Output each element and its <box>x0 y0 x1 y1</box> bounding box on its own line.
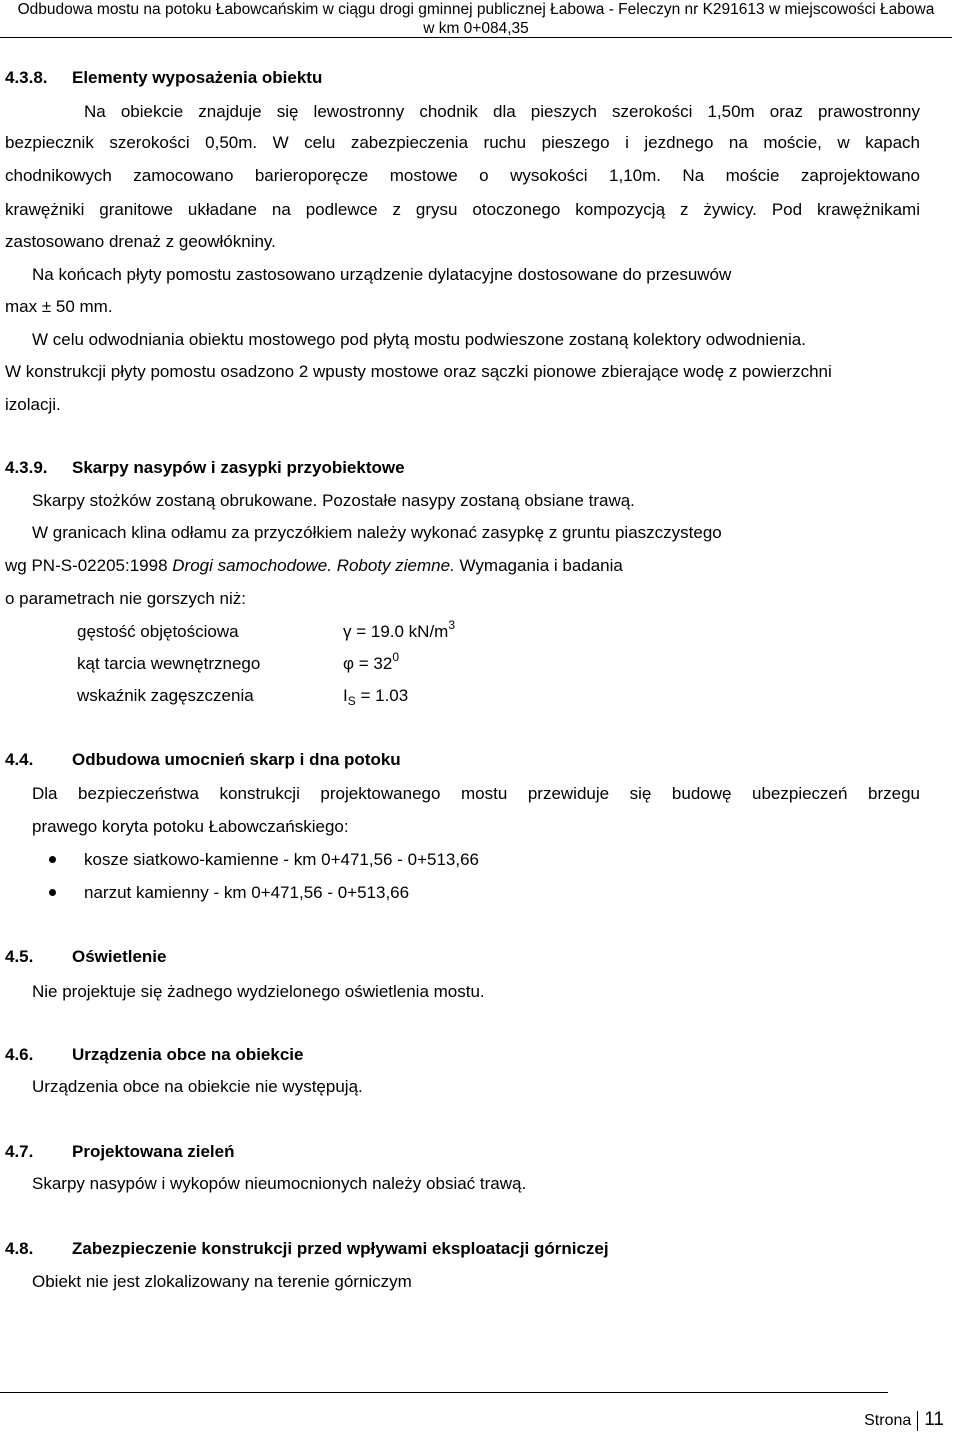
section-number-438: 4.3.8. <box>5 68 48 87</box>
paragraph-line: W granicach klina odłamu za przyczółkiem należy wykonać zasypkę z gruntu piaszczystego <box>32 523 722 542</box>
param-symbol: I <box>343 686 348 705</box>
param-label: wskaźnik zagęszczenia <box>77 686 254 705</box>
paragraph-line: max ± 50 mm. <box>5 297 113 316</box>
section-number-46: 4.6. <box>5 1045 34 1064</box>
section-number-439: 4.3.9. <box>5 458 48 477</box>
section-title-46: Urządzenia obce na obiekcie <box>72 1045 304 1064</box>
section-number-48: 4.8. <box>5 1239 34 1258</box>
header-line-1: Odbudowa mostu na potoku Łabowcańskim w ciągu drogi gminnej publicznej Łabowa - Feleczyn nr K291613 w miejscowości Łabowa <box>17 1 935 18</box>
page-label: Strona <box>864 1412 912 1429</box>
standard-subtitle: Wymagania i badania <box>454 556 623 575</box>
footer-rule <box>0 1392 888 1393</box>
section-title-44: Odbudowa umocnień skarp i dna potoku <box>72 750 401 769</box>
param-label: kąt tarcia wewnętrznego <box>77 654 261 673</box>
param-value: $I_S = 1.03$ <box>343 686 409 708</box>
param-value: γ = 19.0 $kN/m^3$ <box>343 618 456 641</box>
paragraph-line: Urządzenia obce na obiekcie nie występują. <box>32 1077 363 1096</box>
section-number-47: 4.7. <box>5 1142 34 1161</box>
section-title-48: Zabezpieczenie konstrukcji przed wpływami eksploatacji górniczej <box>72 1239 609 1258</box>
paragraph-line: Na obiekcie znajduje się lewostronny chodnik dla pieszych szerokości 1,50m oraz prawostronny <box>84 102 920 121</box>
paragraph-line: prawego koryta potoku Łabowczańskiego: <box>32 817 349 836</box>
paragraph-line: o parametrach nie gorszych niż: <box>5 589 246 608</box>
paragraph-line: Obiekt nie jest zlokalizowany na terenie górniczym <box>32 1272 412 1291</box>
list-item: narzut kamienny - km 0+471,56 - 0+513,66 <box>84 883 410 902</box>
param-label: gęstość objętościowa <box>77 622 239 641</box>
paragraph-line: Na końcach płyty pomostu zastosowano urządzenie dylatacyjne dostosowane do przesuwów <box>32 265 732 284</box>
paragraph-line: Skarpy nasypów i wykopów nieumocnionych należy obsiać trawą. <box>32 1174 527 1193</box>
param-symbol: γ <box>343 622 352 641</box>
param-symbol: φ <box>343 654 355 673</box>
paragraph-line: bezpiecznik szerokości 0,50m. W celu zabezpieczenia ruchu pieszego i jezdnego na moście, w kapach <box>5 133 920 152</box>
paragraph-line: Dla bezpieczeństwa konstrukcji projektowanego mostu przewiduje się budowę ubezpieczeń brzegu <box>32 784 920 803</box>
section-number-45: 4.5. <box>5 947 34 966</box>
paragraph-line: Skarpy stożków zostaną obrukowane. Pozostałe nasypy zostaną obsiane trawą. <box>32 491 635 510</box>
paragraph-line: Nie projektuje się żadnego wydzielonego oświetlenia mostu. <box>32 982 485 1001</box>
paragraph-line: W celu odwodniania obiektu mostowego pod płytą mostu podwieszone zostaną kolektory odwodnienia. <box>32 330 806 349</box>
paragraph-line: W konstrukcji płyty pomostu osadzono 2 wpusty mostowe oraz sączki pionowe zbierające wodę z powierzchni <box>5 362 832 381</box>
paragraph-line: zastosowano drenaż z geowłókniny. <box>5 232 276 251</box>
standard-title: Drogi samochodowe. Roboty ziemne. <box>172 556 455 575</box>
section-title-45: Oświetlenie <box>72 947 167 966</box>
bullet-icon <box>49 889 56 896</box>
paragraph-line <box>5 555 623 577</box>
paragraph-line: chodnikowych zamocowano barieroporęcze mostowe o wysokości 1,10m. Na moście zaprojektowano <box>5 166 920 185</box>
paragraph-line: krawężniki granitowe układane na podlewce z grysu otoczonego kompozycją z żywicy. Pod krawężnikami <box>5 200 920 219</box>
page-number: 11 <box>924 1409 944 1430</box>
param-value: $\varphi = 32^0$ <box>343 650 400 673</box>
header-line-2: w km 0+084,35 <box>423 20 529 37</box>
bullet-icon <box>49 856 56 863</box>
section-title-47: Projektowana zieleń <box>72 1142 235 1161</box>
list-item: kosze siatkowo-kamienne - km 0+471,56 - 0+513,66 <box>84 850 480 869</box>
paragraph-line: izolacji. <box>5 395 61 414</box>
footer-separator <box>917 1411 918 1431</box>
section-title-439: Skarpy nasypów i zasypki przyobiektowe <box>72 458 405 477</box>
section-number-44: 4.4. <box>5 750 34 769</box>
page-footer <box>864 1410 944 1431</box>
header-rule <box>0 37 952 38</box>
section-title-438: Elementy wyposażenia obiektu <box>72 68 323 87</box>
running-header <box>0 0 952 38</box>
standard-code: wg PN-S-02205:1998 <box>5 556 173 575</box>
